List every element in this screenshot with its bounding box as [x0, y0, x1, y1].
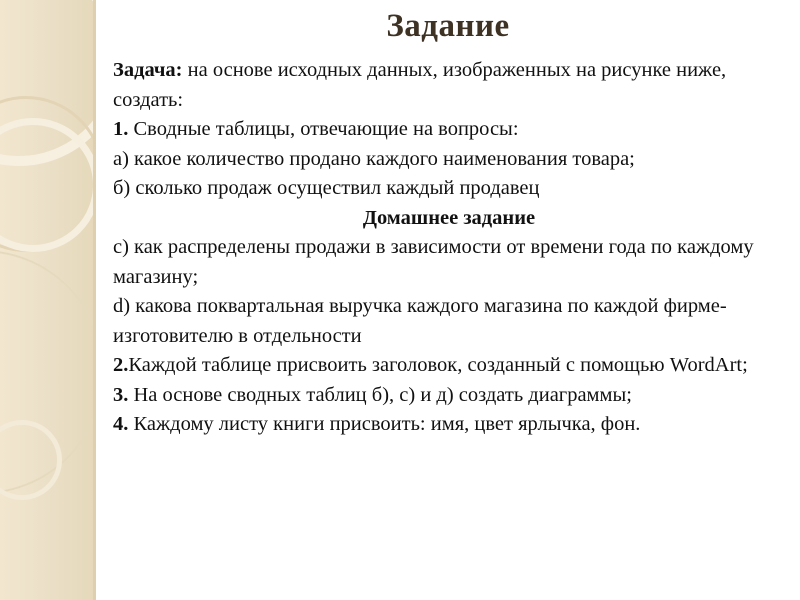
band-edge-divider — [93, 0, 96, 600]
page-title: Задание — [386, 8, 510, 44]
decorative-left-band — [0, 0, 96, 600]
body-line-subheading: Домашнее задание — [362, 206, 536, 229]
body-line-9-text: Каждому листу книги присвоить: имя, цвет ярлычка, фон. — [128, 413, 641, 435]
slide-body-text — [113, 56, 785, 440]
body-line-7 — [113, 351, 785, 381]
body-line-8 — [113, 381, 785, 411]
body-line-9-label: 4. — [113, 413, 129, 435]
body-line-4: б) сколько продаж осуществил каждый продавец — [113, 177, 540, 199]
body-line-8-text: На основе сводных таблиц б), с) и д) создать диаграммы; — [128, 383, 632, 406]
body-line-1 — [113, 56, 785, 115]
body-line-8-label: 3. — [113, 383, 129, 406]
body-line-3: а) какое количество продано каждого наименования товара; — [113, 147, 635, 170]
body-line-9 — [113, 410, 785, 440]
body-line-7-label: 2. — [113, 354, 129, 376]
body-line-2 — [113, 115, 785, 145]
body-line-1-text: на основе исходных данных, изображенных на рисунке ниже, создать: — [113, 59, 727, 111]
body-line-2-label: 1. — [113, 118, 129, 140]
body-line-7-text: Каждой таблице присвоить заголовок, созданный с помощью WordArt; — [128, 354, 748, 376]
body-line-5: c) как распределены продажи в зависимости от времени года по каждому магазину; — [113, 236, 754, 288]
body-line-1-label: Задача: — [113, 59, 183, 81]
decorative-ring-icon — [0, 118, 96, 252]
body-line-6: d) какова поквартальная выручка каждого магазина по каждой фирме-изготовителю в отдельности — [113, 295, 727, 347]
body-line-2-text: Сводные таблицы, отвечающие на вопросы: — [128, 118, 519, 140]
